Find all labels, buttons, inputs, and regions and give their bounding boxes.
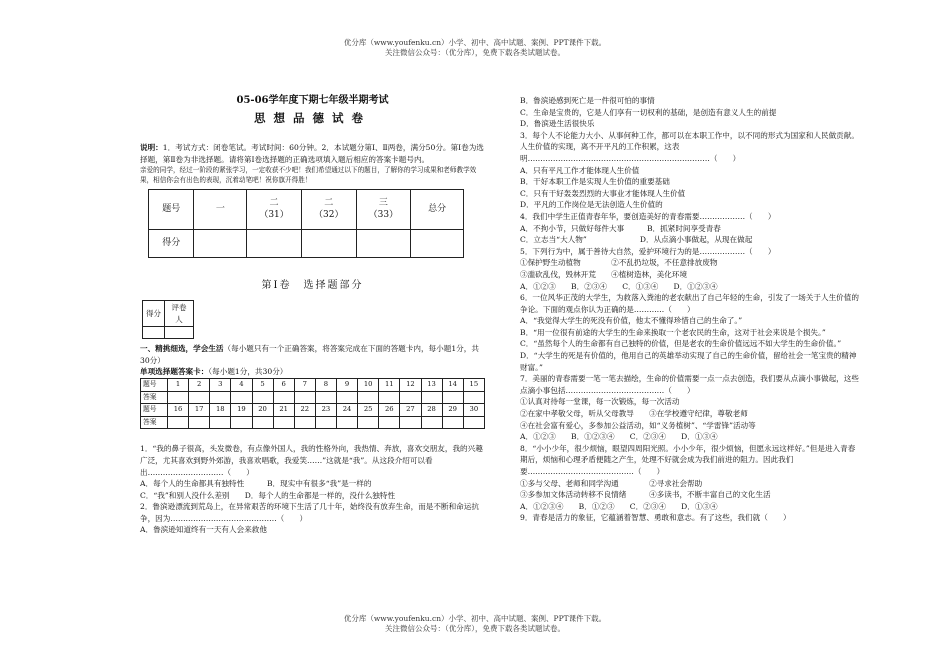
footer-line-2: 关注微信公众号：（优分库），免费下载各类试题试卷。	[385, 624, 565, 633]
answer-cell[interactable]	[210, 391, 231, 404]
reviewer-score-label: 得分	[143, 300, 165, 326]
answer-cell[interactable]	[337, 391, 358, 404]
row-label-a: 答案	[141, 391, 168, 404]
question-line: ③滥砍乱伐，毁林开荒 ④植树造林，美化环境	[520, 269, 688, 279]
question-line: B．“用一位很有前途的大学生的生命来换取一个老农民的生命，这对于社会来说是个损失。”	[520, 327, 826, 337]
question-number: 15	[463, 378, 484, 391]
reviewer-table	[142, 300, 194, 339]
right-column	[520, 95, 860, 524]
question-line: B．鲁滨逊感到死亡是一件很可怕的事情	[520, 96, 655, 105]
question-number: 16	[168, 404, 189, 417]
question-number: 29	[442, 404, 463, 417]
question-line: 3．每个人不论能力大小、从事何种工作，都可以在本职工作中，以不同的形式为国家和人民做贡献。人生价值的实现，离不开平凡的工作积累，这表明………………………………………………………………（ ）	[520, 130, 859, 163]
question-number: 6	[273, 378, 294, 391]
question-line: A．鲁滨逊知道终有一天有人会来救他	[140, 525, 267, 535]
question-number: 4	[231, 378, 252, 391]
row-label-q: 题号	[141, 404, 168, 417]
answer-cell[interactable]	[252, 391, 273, 404]
answer-cell[interactable]	[315, 391, 336, 404]
page-footer	[0, 614, 950, 634]
question-number: 23	[315, 404, 336, 417]
answer-cell[interactable]	[231, 391, 252, 404]
score-head-0: 题号	[149, 190, 194, 230]
question-number: 27	[400, 404, 421, 417]
question-line: D．鲁滨逊生活很快乐	[520, 119, 595, 129]
question-line: 1．“我的鼻子很高，头发微卷，有点像外国人，我的性格外向，我热情、奔放，喜欢交朋友，我的兴趣广泛，尤其喜欢到野外郊游，我喜欢唱歌，我爱笑……”这就是“我”。从这段介绍可以看出…………………………（ ）	[140, 444, 483, 477]
question-line: D．平凡的工作岗位是无法创造人生价值的	[520, 200, 663, 210]
score-head-2: 二 （31）	[247, 190, 302, 230]
question-line: 8．“小小少年，很少烦恼，眼望四周阳光照。小小少年，很少烦恼，但愿永远这样好。”但是进入青春期后，烦恼和心理矛盾便随之产生，处理不好就会成为我们前进的阻力。因此我们要……………………………………（ ）	[520, 443, 856, 476]
question-number: 24	[337, 404, 358, 417]
question-number: 18	[210, 404, 231, 417]
question-line: C．只有干好轰轰烈烈的大事业才能体现人生价值	[520, 188, 686, 198]
score-cell[interactable]	[247, 230, 302, 258]
score-cell[interactable]	[356, 230, 411, 258]
question-number: 7	[294, 378, 315, 391]
answer-cell[interactable]	[379, 391, 400, 404]
answer-cell[interactable]	[358, 391, 379, 404]
question-line: C．立志当“大人物” D．从点滴小事做起，从现在做起	[520, 235, 753, 245]
question-number: 25	[358, 404, 379, 417]
question-number: 9	[337, 378, 358, 391]
answer-cell[interactable]	[463, 391, 484, 404]
question-line: ②在家中孝敬父母，听从父母教导 ③在学校遵守纪律，尊敬老师	[520, 409, 748, 419]
question-line: ③多参加文体活动转移不良情绪 ④多读书，不断丰富自己的文化生活	[520, 490, 771, 500]
answer-cell[interactable]	[442, 391, 463, 404]
score-head-4: 三 （33）	[356, 190, 411, 230]
score-cell[interactable]	[194, 230, 247, 258]
encourage-text: 亲爱的同学，经过一阶段的紧张学习，一定收获不少吧！我们希望通过以下的题目，了解你的学习成果和老师教学效果，相信你会有出色的表现，沉着动笔吧！祝你旗开得胜！	[140, 166, 477, 185]
question-line: ①多与父母、老师和同学沟通 ②寻求社会帮助	[520, 478, 703, 488]
answer-cell[interactable]	[189, 391, 210, 404]
question-line: A．不拘小节，只做好每件大事 B．抓紧时间享受青春	[520, 223, 721, 233]
card-desc: （每小题1分，共30分）	[208, 367, 288, 377]
question-line: A．①②③ B．②③④ C．①③④ D．①②③④	[520, 281, 718, 291]
question-line: 4．我们中学生正值青春年华，要创造美好的青春需要………………（ ）	[520, 211, 776, 221]
left-questions	[140, 443, 485, 536]
answer-cell[interactable]	[294, 391, 315, 404]
question-number: 14	[442, 378, 463, 391]
score-head-3: 二 （32）	[301, 190, 356, 230]
score-cell[interactable]	[411, 230, 464, 258]
answer-cell[interactable]	[442, 416, 463, 429]
question-line: C．生命是宝贵的，它是人们享有一切权利的基础，是创造有意义人生的前提	[520, 107, 777, 117]
answer-cell[interactable]	[421, 416, 442, 429]
answer-cell[interactable]	[315, 416, 336, 429]
question-line: 5．下列行为中，属于善待大自然，爱护环境行为的是………………（ ）	[520, 246, 776, 256]
left-column	[140, 95, 485, 536]
question-number: 5	[252, 378, 273, 391]
answer-cell[interactable]	[210, 416, 231, 429]
answer-card	[140, 378, 485, 429]
row-label-a: 答案	[141, 416, 168, 429]
question-line: C．“虽然每个人的生命都有自己独特的价值，但是老农的生命价值远远不如大学生的生命价值。”	[520, 339, 842, 349]
part1-heading: 第Ⅰ卷 选择题部分	[261, 280, 364, 292]
score-head-1: 一	[194, 190, 247, 230]
question-line: A．“我觉得大学生的死没有价值，他太不懂得珍惜自己的生命了。”	[520, 316, 743, 326]
exam-title: 05-06学年度下期七年级半期考试	[236, 95, 389, 106]
question-number: 2	[189, 378, 210, 391]
question-number: 21	[273, 404, 294, 417]
answer-cell[interactable]	[337, 416, 358, 429]
question-number: 11	[379, 378, 400, 391]
answer-cell[interactable]	[400, 416, 421, 429]
answer-cell[interactable]	[273, 391, 294, 404]
question-line: ①保护野生动植物 ②不乱扔垃圾，不任意排放废物	[520, 258, 718, 268]
question-line: 7．美丽的青春需要一笔一笔去描绘，生命的价值需要一点一点去创造，我们要从点滴小事做起，这些点滴小事包括…………………………………（ ）	[520, 374, 859, 395]
question-line: 6．一位风华正茂的大学生，为救落入粪池的老农献出了自己年轻的生命，引发了一场关于人生价值的争论。下面的观点你认为正确的是…………（ ）	[520, 293, 859, 314]
question-number: 28	[421, 404, 442, 417]
question-number: 12	[400, 378, 421, 391]
question-number: 10	[358, 378, 379, 391]
question-line: A．每个人的生命都具有独特性 B．现实中有很多“我”是一样的	[140, 479, 372, 489]
question-line: 9．青春是活力的象征，它蕴涵着智慧、勇敢和意志。有了这些，我们就（ ）	[520, 513, 791, 523]
answer-cell[interactable]	[379, 416, 400, 429]
question-number: 8	[315, 378, 336, 391]
score-cell[interactable]	[301, 230, 356, 258]
question-number: 30	[463, 404, 484, 417]
score-head-5: 总分	[411, 190, 464, 230]
answer-cell[interactable]	[273, 416, 294, 429]
question-number: 22	[294, 404, 315, 417]
row-label-q: 题号	[141, 378, 168, 391]
reviewer-label: 评卷人	[165, 300, 194, 326]
header-line-1: 优分库（www.youfenku.cn）小学、初中、高中试题、案例、PPT课件下载。	[343, 38, 607, 47]
footer-line-1: 优分库（www.youfenku.cn）小学、初中、高中试题、案例、PPT课件下载。	[343, 614, 607, 623]
question-number: 1	[168, 378, 189, 391]
question-number: 17	[189, 404, 210, 417]
question-line: C．“我”和别人没什么差别 D．每个人的生命都是一样的，没什么独特性	[140, 490, 396, 500]
section-desc: （每小题只有一个正确答案，将答案完成在下面的答题卡内，每小题1分，共30分）	[140, 344, 479, 365]
question-number: 26	[379, 404, 400, 417]
question-line: B．干好本职工作是实现人生价值的重要基础	[520, 177, 670, 187]
question-number: 19	[231, 404, 252, 417]
answer-cell[interactable]	[189, 416, 210, 429]
question-line: 2．鲁滨逊漂流到荒岛上，在异常艰苦的环境下生活了几十年，始终没有放弃生命，而是不断和命运抗争，因为……………………………………（ ）	[140, 502, 479, 523]
answer-card-heading	[140, 366, 485, 378]
answer-cell[interactable]	[252, 416, 273, 429]
exam-notes	[140, 142, 485, 165]
question-line: A．①②③④ B．①②③ C．②③④ D．①③④	[520, 501, 718, 511]
question-line: ①认真对待每一堂课，每一次锻炼，每一次活动	[520, 397, 680, 407]
answer-cell[interactable]	[168, 391, 189, 404]
question-line: A．只有平凡工作才能体现人生价值	[520, 165, 640, 175]
section-title: 一、精挑细选，学会生活	[140, 344, 224, 354]
exam-subject: 思想品德试卷	[254, 110, 371, 125]
question-number: 20	[252, 404, 273, 417]
reviewer-cell[interactable]	[143, 327, 165, 339]
answer-cell[interactable]	[463, 416, 484, 429]
question-line: ④在社会富有爱心，多参加公益活动，如“义务植树”、“学雷锋”活动等	[520, 420, 756, 430]
score-table	[148, 189, 464, 258]
header-line-2: 关注微信公众号：（优分库），免费下载各类试题试卷。	[385, 48, 565, 57]
notes-label: 说明：	[140, 143, 163, 153]
score-label: 得分	[149, 230, 194, 258]
notes-text: 1．考试方式：闭卷笔试。考试时间：60分钟。2．本试题分第Ⅰ、Ⅱ两卷，满分50分。第Ⅰ卷为选择题，第Ⅱ卷为非选择题。请将第Ⅰ卷选择题的正确选项填入题后相应的答案卡题号内。	[140, 143, 484, 164]
answer-cell[interactable]	[168, 416, 189, 429]
reviewer-cell[interactable]	[165, 327, 194, 339]
answer-cell[interactable]	[231, 416, 252, 429]
card-title: 单项选择题答案卡：	[140, 367, 209, 377]
page-header	[0, 38, 950, 58]
answer-cell[interactable]	[294, 416, 315, 429]
question-number: 13	[421, 378, 442, 391]
question-line: D．“大学生的死是有价值的，他用自己的英雄举动实现了自己的生命价值，留给社会一笔宝贵的精神财富。”	[520, 351, 857, 372]
answer-cell[interactable]	[421, 391, 442, 404]
answer-cell[interactable]	[358, 416, 379, 429]
section-intro	[140, 343, 485, 366]
question-line: A．①②③ B．①②③④ C．②③④ D．①③④	[520, 432, 718, 442]
answer-cell[interactable]	[400, 391, 421, 404]
question-number: 3	[210, 378, 231, 391]
